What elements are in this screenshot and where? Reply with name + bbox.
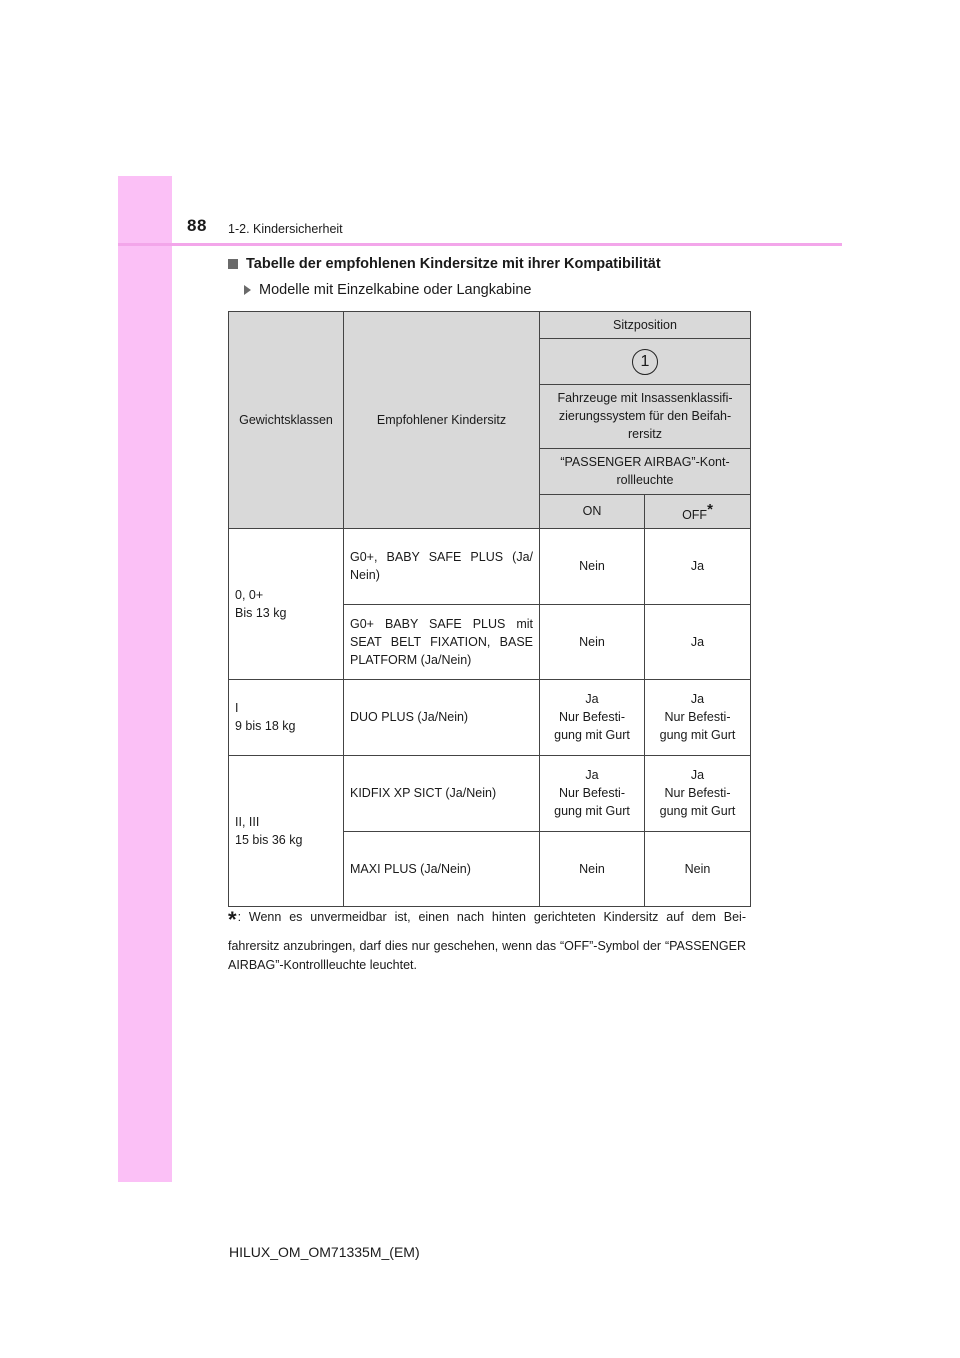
table-row bbox=[229, 528, 751, 604]
weight-class: 0, 0+ bbox=[235, 587, 264, 602]
compat-value-line: Nur Befesti- bbox=[664, 710, 731, 725]
weight-class-cell bbox=[229, 528, 344, 679]
header-seat-position: Sitzposition bbox=[540, 312, 751, 339]
compat-value-line: Ja bbox=[690, 692, 705, 707]
triangle-bullet-icon bbox=[244, 285, 251, 295]
table-heading bbox=[228, 256, 661, 272]
compat-value-line: gung mit Gurt bbox=[659, 804, 736, 819]
page-number: 88 bbox=[187, 216, 207, 235]
weight-class-cell bbox=[229, 755, 344, 906]
header-indicator-note: “PASSENGER AIRBAG”-Kont- rollleuchte bbox=[540, 448, 751, 494]
model-subheading-text: Modelle mit Einzelkabine oder Langkabine bbox=[259, 282, 532, 298]
seat-name-cell: G0+, BABY SAFE PLUS (Ja/ Nein) bbox=[344, 528, 540, 604]
table-body bbox=[229, 528, 751, 906]
compat-off-cell bbox=[645, 528, 751, 604]
header-position-number bbox=[540, 339, 751, 385]
footnote bbox=[228, 903, 746, 976]
compat-value-line: Nur Befesti- bbox=[559, 786, 625, 801]
compat-value-line: Nein bbox=[579, 634, 605, 649]
compat-on-cell bbox=[540, 679, 645, 755]
weight-range: Bis 13 kg bbox=[235, 605, 287, 620]
weight-range: 9 bis 18 kg bbox=[235, 719, 296, 734]
compat-value-line: Ja bbox=[690, 559, 705, 574]
compat-value-line: Ja bbox=[690, 634, 705, 649]
header-vehicle-note: Fahrzeuge mit Insassenklassifi- zierungssystem für den Beifah- rersitz bbox=[540, 385, 751, 448]
header-rule bbox=[118, 243, 842, 246]
header-off bbox=[645, 494, 751, 528]
seat-name-cell: G0+ BABY SAFE PLUS mit SEAT BELT FIXATION, BASE PLATFORM (Ja/Nein) bbox=[344, 604, 540, 679]
compat-value-line: gung mit Gurt bbox=[554, 804, 630, 819]
document-id: HILUX_OM_OM71335M_(EM) bbox=[229, 1244, 420, 1260]
footnote-star: * bbox=[707, 500, 713, 518]
header-recommended-seat: Empfohlener Kindersitz bbox=[344, 312, 540, 529]
weight-range: 15 bis 36 kg bbox=[235, 832, 303, 847]
seat-name-cell: KIDFIX XP SICT (Ja/Nein) bbox=[344, 755, 540, 831]
compat-value-line: Nein bbox=[579, 559, 605, 574]
weight-class: II, III bbox=[235, 814, 260, 829]
compat-value-line: Ja bbox=[585, 692, 599, 707]
weight-class-cell bbox=[229, 679, 344, 755]
compat-on-cell bbox=[540, 604, 645, 679]
compat-value-line: Ja bbox=[690, 768, 705, 783]
section-label: 1-2. Kindersicherheit bbox=[228, 222, 343, 236]
table-heading-text: Tabelle der empfohlenen Kindersitze mit ihrer Kompatibilität bbox=[246, 256, 661, 272]
compat-on-cell bbox=[540, 831, 645, 906]
compat-off-cell bbox=[645, 831, 751, 906]
header-on: ON bbox=[540, 494, 645, 528]
header-weight-class: Gewichtsklassen bbox=[229, 312, 344, 529]
compat-value-line: Nein bbox=[684, 861, 711, 876]
compat-value-line: Nein bbox=[579, 861, 605, 876]
table-row bbox=[229, 755, 751, 831]
footnote-text: : Wenn es unvermeidbar ist, einen nach hinten gerichteten Kindersitz auf dem Bei- fahrersitz anzubringen, darf dies nur geschehen, wenn das “OFF”-Symbol der “PASSENGER AIRBAG”-Kontrollleuchte leuchtet. bbox=[228, 910, 746, 973]
seat-name-cell: DUO PLUS (Ja/Nein) bbox=[344, 679, 540, 755]
weight-class: I bbox=[235, 701, 239, 716]
seat-name-cell: MAXI PLUS (Ja/Nein) bbox=[344, 831, 540, 906]
compat-value-line: Ja bbox=[585, 768, 599, 783]
footnote-mark: * bbox=[228, 907, 237, 932]
compatibility-table bbox=[228, 311, 751, 907]
compat-off-cell bbox=[645, 679, 751, 755]
side-color-band bbox=[118, 176, 172, 1182]
model-subheading bbox=[244, 282, 531, 298]
compat-off-cell bbox=[645, 604, 751, 679]
compat-value-line: Nur Befesti- bbox=[559, 710, 625, 725]
square-bullet-icon bbox=[228, 259, 238, 269]
header-off-label: OFF bbox=[682, 507, 708, 522]
compat-value-line: Nur Befesti- bbox=[664, 786, 731, 801]
compat-on-cell bbox=[540, 755, 645, 831]
position-number-badge: 1 bbox=[632, 349, 658, 375]
compat-on-cell bbox=[540, 528, 645, 604]
compat-value-line: gung mit Gurt bbox=[659, 728, 736, 743]
table-row bbox=[229, 679, 751, 755]
compat-off-cell bbox=[645, 755, 751, 831]
compat-value-line: gung mit Gurt bbox=[554, 728, 630, 743]
